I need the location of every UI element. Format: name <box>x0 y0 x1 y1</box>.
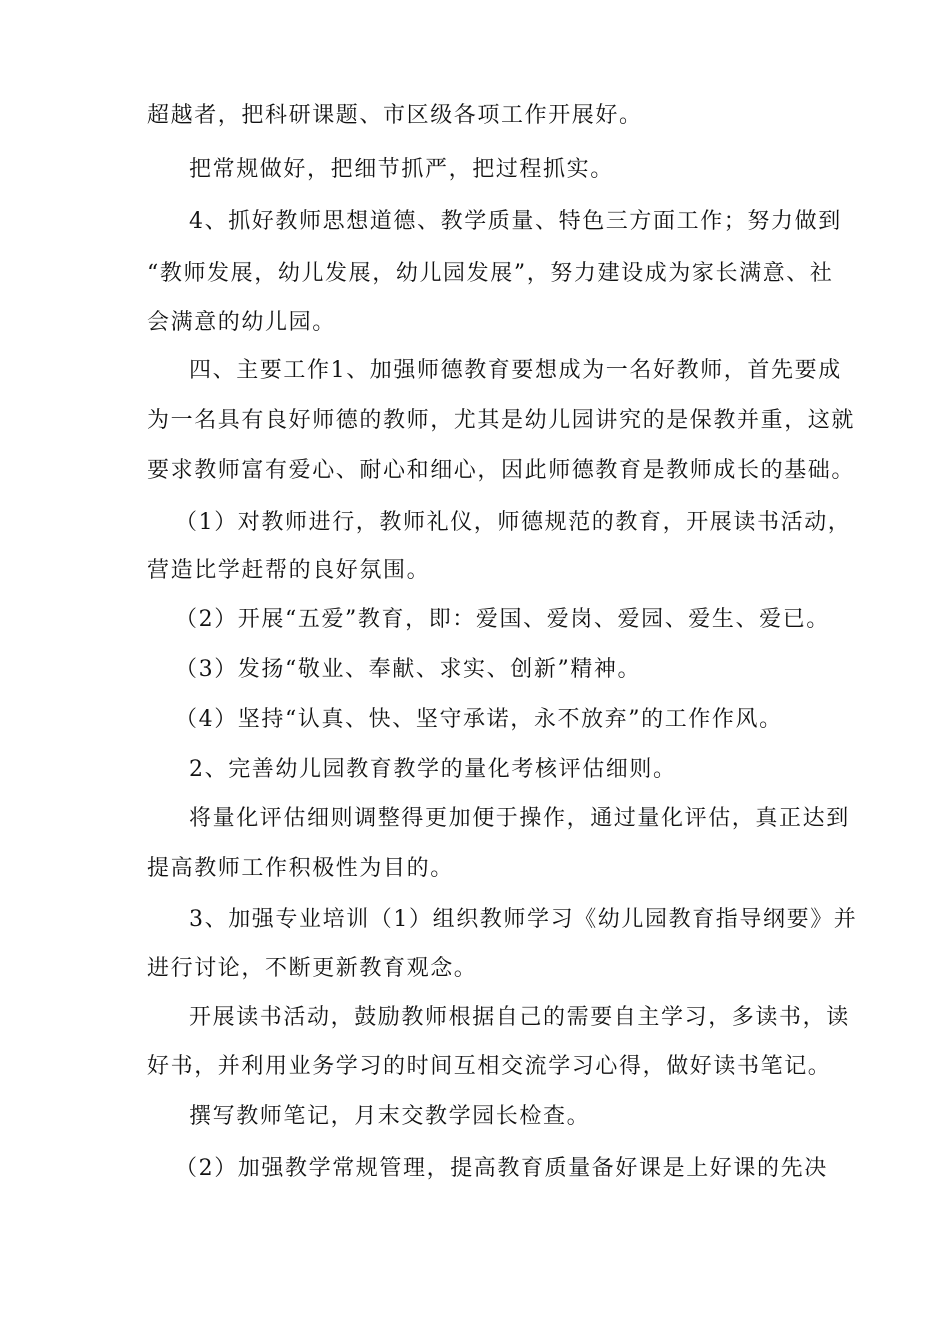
text-line: “教师发展，幼儿发展，幼儿园发展”，努力建设成为家长满意、社 <box>147 261 834 286</box>
text-line: （4）坚持“认真、快、坚守承诺，永不放弃”的工作作风。 <box>175 707 783 732</box>
text-line: 会满意的幼儿园。 <box>147 310 336 335</box>
text-line: 提高教师工作积极性为目的。 <box>147 856 454 881</box>
text-line: 3、加强专业培训（1）组织教师学习《幼儿园教育指导纲要》并 <box>189 907 858 932</box>
text-line: （3）发扬“敬业、奉献、求实、创新”精神。 <box>175 657 642 682</box>
text-line: 进行讨论，不断更新教育观念。 <box>147 956 478 981</box>
text-line: 超越者，把科研课题、市区级各项工作开展好。 <box>147 103 643 128</box>
text-line: 4、抓好教师思想道德、教学质量、特色三方面工作；努力做到 <box>189 209 842 234</box>
text-line: 2、完善幼儿园教育教学的量化考核评估细则。 <box>189 757 677 782</box>
text-line: 撰写教师笔记，月末交教学园长检查。 <box>189 1104 591 1129</box>
text-line: 四、主要工作1、加强师德教育要想成为一名好教师，首先要成 <box>189 358 842 383</box>
text-line: 要求教师富有爱心、耐心和细心，因此师德教育是教师成长的基础。 <box>147 458 856 483</box>
text-line: 营造比学赶帮的良好氛围。 <box>147 558 431 583</box>
text-line: （2）加强教学常规管理，提高教育质量备好课是上好课的先决 <box>175 1156 828 1181</box>
text-line: 将量化评估细则调整得更加便于操作，通过量化评估，真正达到 <box>189 806 850 831</box>
text-line: 为一名具有良好师德的教师，尤其是幼儿园讲究的是保教并重，这就 <box>147 408 856 433</box>
text-line: （1）对教师进行，教师礼仪，师德规范的教育，开展读书活动， <box>175 510 852 535</box>
text-line: 开展读书活动，鼓励教师根据自己的需要自主学习，多读书，读 <box>189 1005 850 1030</box>
text-line: 把常规做好，把细节抓严，把过程抓实。 <box>189 157 614 182</box>
text-line: 好书，并利用业务学习的时间互相交流学习心得，做好读书笔记。 <box>147 1054 832 1079</box>
text-line: （2）开展“五爱”教育，即：爱国、爱岗、爱园、爱生、爱已。 <box>175 607 830 632</box>
